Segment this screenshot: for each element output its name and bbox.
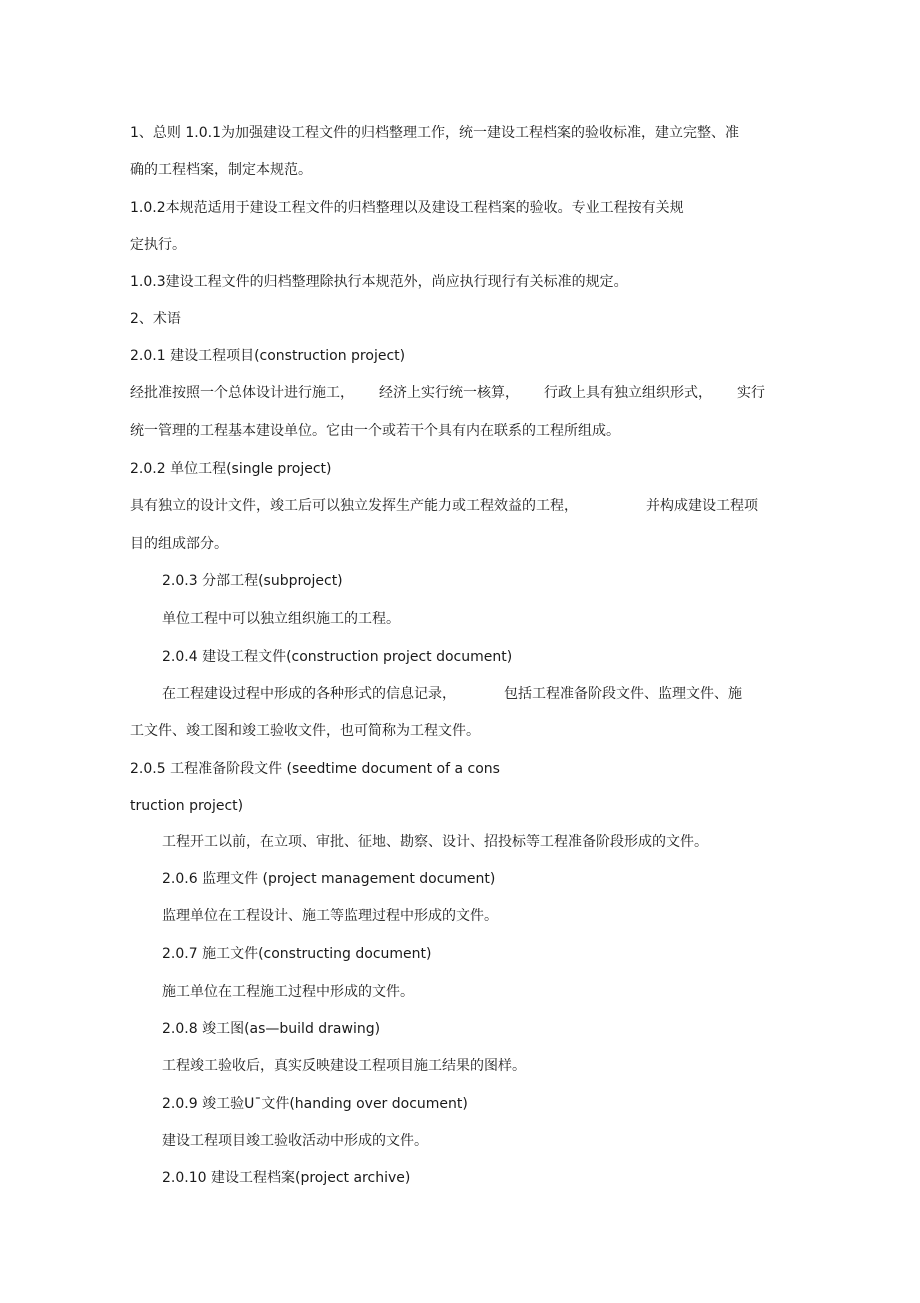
term-heading: 2.0.7 施工文件(constructing document) [162,946,432,962]
term-heading: 2.0.8 竣工图(as—build drawing) [162,1021,381,1037]
text-line: 工程开工以前，在立项、审批、征地、勘察、设计、招投标等工程准备阶段形成的文件。 [162,834,708,850]
term-heading: 2.0.3 分部工程(subproject) [162,573,343,589]
term-heading: 2.0.2 单位工程(single project) [130,461,332,477]
text-segment: 包括工程准备阶段文件、监理文件、施 [504,686,742,702]
text-segment: 行政上具有独立组织形式， [544,385,712,401]
term-heading: 2.0.6 监理文件 (project management document) [162,871,496,887]
text-line: 工程竣工验收后，真实反映建设工程项目施工结果的图样。 [162,1058,526,1074]
text-line: 1.0.2本规范适用于建设工程文件的归档整理以及建设工程档案的验收。专业工程按有关规 [130,200,684,216]
text-segment: 实行 [737,385,765,401]
term-heading: 2.0.10 建设工程档案(project archive) [162,1170,411,1186]
text-line: 单位工程中可以独立组织施工的工程。 [162,611,400,627]
text-line: 1、总则 1.0.1为加强建设工程文件的归档整理工作，统一建设工程档案的验收标准，建立完整、准 [130,125,739,141]
text-line: 确的工程档案，制定本规范。 [130,162,312,178]
text-line [162,684,742,704]
text-line: 目的组成部分。 [130,536,228,552]
text-segment: 在工程建设过程中形成的各种形式的信息记录， [162,686,456,702]
text-line: 定执行。 [130,237,186,253]
term-heading: 2.0.5 工程准备阶段文件 (seedtime document of a cons [130,761,500,777]
term-heading: truction project) [130,798,244,814]
text-line [130,383,765,403]
text-line: 施工单位在工程施工过程中形成的文件。 [162,984,414,1000]
section-heading: 2、术语 [130,311,181,327]
text-line: 监理单位在工程设计、施工等监理过程中形成的文件。 [162,908,498,924]
text-segment: 并构成建设工程项 [646,498,758,514]
term-heading: 2.0.1 建设工程项目(construction project) [130,348,406,364]
text-segment: 经济上实行统一核算， [379,385,519,401]
text-segment: 经批准按照一个总体设计进行施工， [130,385,354,401]
text-line: 1.0.3建设工程文件的归档整理除执行本规范外，尚应执行现行有关标准的规定。 [130,274,628,290]
text-segment: 具有独立的设计文件，竣工后可以独立发挥生产能力或工程效益的工程， [130,498,578,514]
term-heading: 2.0.4 建设工程文件(construction project document) [162,649,513,665]
text-line: 建设工程项目竣工验收活动中形成的文件。 [162,1133,428,1149]
text-line [130,496,758,516]
text-line: 统一管理的工程基本建设单位。它由一个或若干个具有内在联系的工程所组成。 [130,423,620,439]
term-heading: 2.0.9 竣工验Uˉ文件(handing over document) [162,1096,468,1112]
text-line: 工文件、竣工图和竣工验收文件，也可简称为工程文件。 [130,723,480,739]
